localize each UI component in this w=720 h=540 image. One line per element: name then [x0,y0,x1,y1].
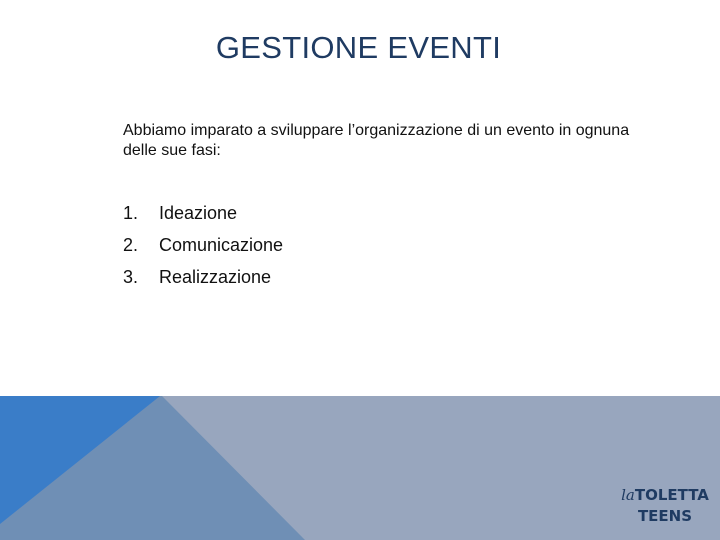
list-item [123,201,283,233]
step-number: 1. [123,203,139,223]
list-item [123,233,283,265]
steps-list [123,201,283,297]
intro-text: Abbiamo imparato a sviluppare l’organizzazione di un evento in ognuna delle sue fasi: [123,122,630,159]
brand-logo [610,485,720,527]
step-label: Realizzazione [159,267,272,287]
step-label: Ideazione [159,203,238,223]
logo-name: TOLETTA [634,486,709,504]
logo-line-2: TEENS [637,507,693,525]
list-item [123,265,283,297]
step-label: Comunicazione [159,235,284,255]
step-number: 3. [123,267,139,287]
slide-title: GESTIONE EVENTI [215,30,502,65]
step-number: 2. [123,235,139,255]
logo-prefix: la [621,486,635,504]
logo-line-1 [610,485,720,506]
